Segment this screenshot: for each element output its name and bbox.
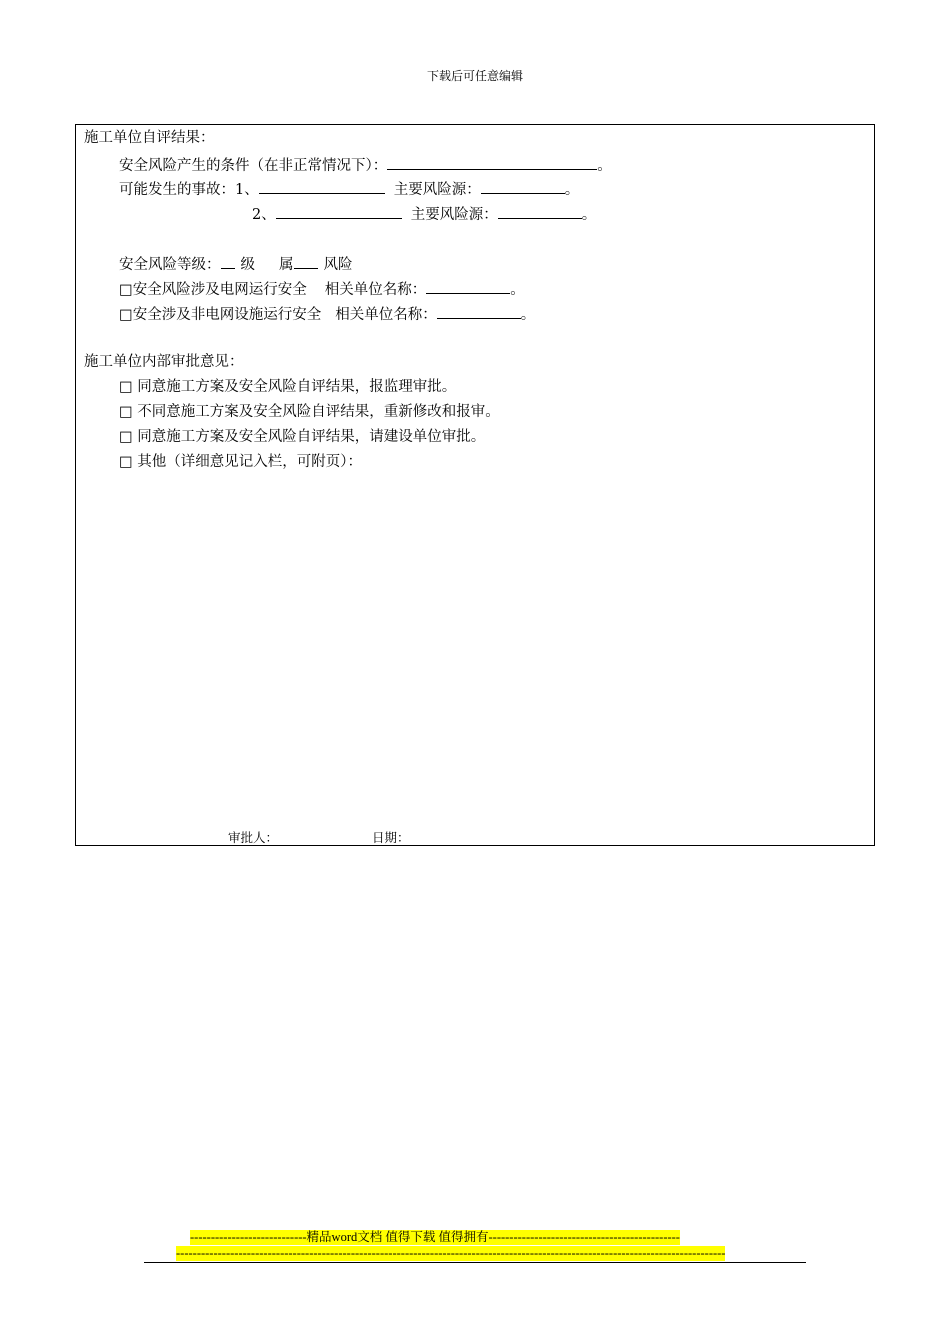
condition-blank[interactable] xyxy=(387,155,597,170)
date-label: 日期： xyxy=(372,830,410,845)
grid-unit-name-label: 相关单位名称： xyxy=(324,282,427,298)
nongrid-unit-name-blank[interactable] xyxy=(437,304,521,319)
approval-heading: 施工单位内部审批意见： xyxy=(84,354,244,370)
accident-1-blank[interactable] xyxy=(259,179,385,194)
footer-rule xyxy=(144,1262,806,1263)
approver-label: 审批人： xyxy=(228,830,279,845)
source-2-label: 主要风险源： xyxy=(410,207,498,223)
grid-safety-row xyxy=(119,279,525,299)
condition-period: 。 xyxy=(597,158,612,174)
nongrid-unit-name-label: 相关单位名称： xyxy=(335,307,437,323)
source-1-label: 主要风险源： xyxy=(393,182,481,198)
source-1-blank[interactable] xyxy=(481,179,565,194)
condition-row xyxy=(119,155,612,175)
risk-level-blank[interactable] xyxy=(221,254,235,269)
header-note: 下载后可任意编辑 xyxy=(426,69,523,83)
grid-unit-period: 。 xyxy=(510,282,525,298)
accident-item-1-number: 1、 xyxy=(235,182,259,198)
risk-word: 风险 xyxy=(323,257,353,273)
approval-option-agree-owner[interactable]: □ 同意施工方案及安全风险自评结果，请建设单位审批。 xyxy=(119,429,486,445)
belongs-label: 属 xyxy=(279,257,294,273)
nongrid-safety-checkbox[interactable]: □安全涉及非电网设施运行安全 xyxy=(119,307,322,323)
footer-banner-line-1: ----------------------------精品word文档 值得下载 值得拥有---------------------------------------------- xyxy=(190,1230,680,1244)
approval-option-agree-supervision[interactable]: □ 同意施工方案及安全风险自评结果，报监理审批。 xyxy=(119,379,457,395)
risk-category-blank[interactable] xyxy=(294,254,318,269)
self-eval-heading: 施工单位自评结果： xyxy=(84,130,215,146)
accident-item-2-number: 2、 xyxy=(252,207,276,223)
accident-2-blank[interactable] xyxy=(276,204,402,219)
source-1-period: 。 xyxy=(564,182,580,198)
accident-label: 可能发生的事故： xyxy=(119,182,235,198)
source-2-blank[interactable] xyxy=(498,204,582,219)
risk-level-unit: 级 xyxy=(240,257,255,273)
footer-banner-line-2: ------------------------------------------------------------------------------------------------------------------------------------ xyxy=(176,1246,726,1260)
accident-row-1 xyxy=(119,179,579,199)
grid-unit-name-blank[interactable] xyxy=(426,279,510,294)
approval-option-other[interactable]: □ 其他（详细意见记入栏，可附页）： xyxy=(119,454,363,470)
nongrid-unit-period: 。 xyxy=(520,307,536,323)
condition-label: 安全风险产生的条件（在非正常情况下）： xyxy=(119,158,388,174)
risk-assessment-form xyxy=(75,124,875,846)
nongrid-safety-row xyxy=(119,304,535,324)
risk-level-label: 安全风险等级： xyxy=(119,257,221,273)
approval-option-disagree-revise[interactable]: □ 不同意施工方案及安全风险自评结果，重新修改和报审。 xyxy=(119,404,500,420)
grid-safety-checkbox[interactable]: □安全风险涉及电网运行安全 xyxy=(119,282,307,298)
accident-row-2 xyxy=(252,204,596,224)
risk-level-row xyxy=(119,254,353,274)
source-2-period: 。 xyxy=(581,207,597,223)
